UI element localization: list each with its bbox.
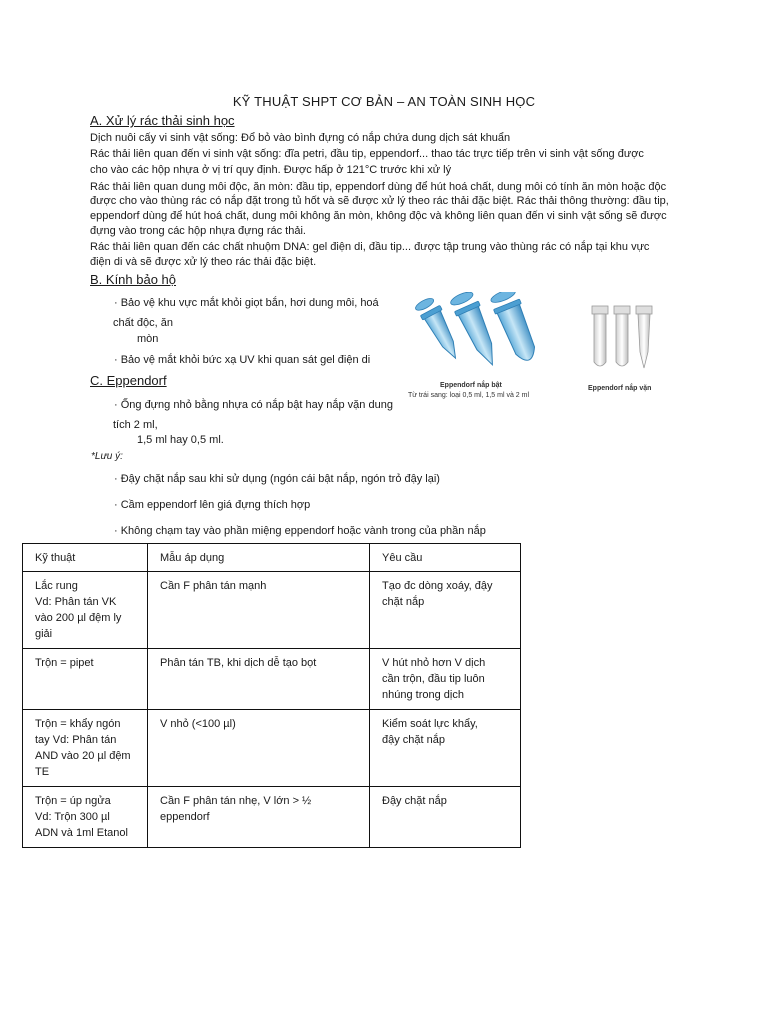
figure-caption-snap-sub: Từ trái sang: loại 0,5 ml, 1,5 ml và 2 ml (408, 392, 530, 399)
page-title: KỸ THUẬT SHPT CƠ BẢN – AN TOÀN SINH HỌC (232, 94, 536, 109)
section-c-bullet-cont: 1,5 ml hay 0,5 ml. (137, 434, 224, 446)
table-cell: Kiểm soát lực khẩy, đậy chặt nắp (370, 710, 521, 787)
section-a-line: Rác thải liên quan đến vi sinh vật sống: đĩa petri, đầu tip, eppendorf... thao tác trực tiếp trên vi sinh vật sống được (90, 148, 644, 160)
screw-tube-2 (614, 306, 630, 366)
tube-1-5ml (449, 292, 504, 370)
section-b-bullet-cont: chất độc, ăn (113, 317, 173, 329)
table-header-cell: Kỹ thuật (23, 544, 148, 572)
section-a-line: cho vào các hộp nhựa ở vị trí quy định. Được hấp ở 121°C trước khi xử lý (90, 164, 452, 176)
section-c-heading: C. Eppendorf (90, 373, 167, 388)
eppendorf-screw-cap-image (588, 304, 658, 374)
table-cell: V nhỏ (<100 µl) (148, 710, 370, 787)
section-c-bullet: · Ống đựng nhỏ bằng nhựa có nắp bật hay nắp vặn dung (114, 399, 393, 411)
screw-tube-1 (592, 306, 608, 366)
table-row (23, 710, 521, 787)
table-header-cell: Mẫu áp dụng (148, 544, 370, 572)
table-cell: V hút nhỏ hơn V dịch cần trộn, đầu tip luôn nhúng trong dịch (370, 649, 521, 710)
note-item: · Đậy chặt nắp sau khi sử dụng (ngón cái bật nắp, ngón trỏ đậy lại) (114, 473, 440, 485)
screw-tube-3 (636, 306, 652, 368)
table-cell: Đậy chặt nắp (370, 787, 521, 848)
note-item: · Không chạm tay vào phần miệng eppendorf hoặc vành trong của phần nắp (114, 525, 486, 537)
tube-0-5ml (414, 295, 465, 364)
table-cell: Trộn = pipet (23, 649, 148, 710)
table-cell: Tạo đc dòng xoáy, đậy chặt nắp (370, 572, 521, 649)
section-a-line: Rác thải liên quan đến các chất nhuộm DNA: gel điện di, đầu tip... được tập trung vào thùng rác có nắp tại khu vực (90, 241, 650, 253)
table-header-cell: Yêu cầu (370, 544, 521, 572)
table-cell: Cần F phân tán nhẹ, V lớn > ½ eppendorf (148, 787, 370, 848)
eppendorf-snap-cap-image (410, 292, 550, 382)
section-a-line: điện di và sẽ được xử lý theo rác thải đặc biệt. (90, 256, 317, 268)
note-label: *Lưu ý: (91, 451, 123, 462)
techniques-table (22, 543, 521, 848)
figure-caption-snap: Eppendorf nắp bật (440, 382, 502, 389)
table-cell: Trộn = khẩy ngón tay Vd: Phân tán AND vào 20 µl đệm TE (23, 710, 148, 787)
section-a-heading: A. Xử lý rác thải sinh học (90, 113, 235, 128)
table-row (23, 787, 521, 848)
section-a-line: Rác thải liên quan dung môi độc, ăn mòn: đầu tip, eppendorf dùng để hút hoá chất, dung môi có tính ăn mòn hoặc độc (90, 181, 667, 193)
section-a-line: Dịch nuôi cấy vi sinh vật sống: Đổ bỏ vào bình đựng có nắp chứa dung dịch sát khuẩn (90, 132, 511, 144)
table-header-row (23, 544, 521, 572)
table-cell: Lắc rung Vd: Phân tán VK vào 200 µl đệm ly giải (23, 572, 148, 649)
table-cell: Trộn = úp ngửa Vd: Trộn 300 µl ADN và 1ml Etanol (23, 787, 148, 848)
figure-caption-screw: Eppendorf nắp vặn (588, 385, 652, 392)
section-a-line: đựng vào trong các hộp nhựa đựng rác thải. (90, 225, 306, 237)
table-cell: Cần F phân tán mạnh (148, 572, 370, 649)
section-b-bullet: · Bảo vệ khu vực mắt khỏi giọt bắn, hơi dung môi, hoá (114, 297, 379, 309)
section-b-bullet-cont: mòn (137, 333, 159, 345)
section-b-bullet: · Bảo vệ mắt khỏi bức xạ UV khi quan sát gel điện di (114, 354, 371, 366)
table-row (23, 649, 521, 710)
table-cell: Phân tán TB, khi dịch dễ tạo bọt (148, 649, 370, 710)
section-c-bullet-cont: tích 2 ml, (113, 419, 158, 431)
table-row (23, 572, 521, 649)
section-a-line: được cho vào thùng rác có nắp đặt trong tủ hốt và sẽ được xử lý theo rác thải đặc biệt. Rác thải thông thường: đầu tip, (90, 195, 669, 207)
tube-2ml (488, 292, 541, 365)
section-b-heading: B. Kính bảo hộ (90, 272, 177, 287)
note-item: · Cầm eppendorf lên giá đựng thích hợp (114, 499, 311, 511)
section-a-line: eppendorf dùng để hút hoá chất, dung môi không ăn mòn, không độc và không liên quan đến vi sinh vật sống sẽ được (90, 210, 667, 222)
